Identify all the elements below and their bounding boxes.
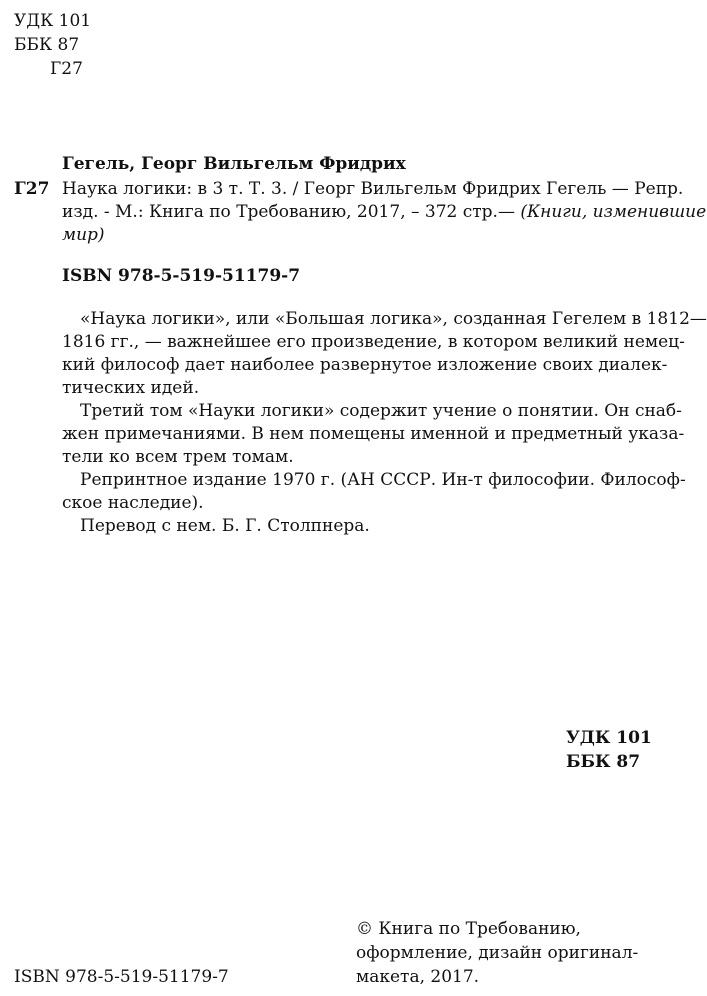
- annotation-line: Третий том «Науки логики» содержит учение о понятии. Он снаб-: [80, 401, 682, 421]
- author-sign-mark: Г27: [14, 179, 50, 199]
- entry-line-2: [62, 201, 706, 223]
- copyright-line: макета, 2017.: [356, 967, 480, 987]
- annotation-line: кий философ дает наиболее развернутое изложение своих диалек-: [62, 355, 668, 375]
- isbn-bottom: ISBN 978-5-519-51179-7: [14, 967, 229, 987]
- bbk-code-bottom: ББК 87: [566, 752, 641, 772]
- annotation-line: жен примечаниями. В нем помещены именной и предметный указа-: [62, 424, 685, 444]
- bbk-code-top: ББК 87: [14, 35, 80, 55]
- series-title-part-1: (Книги, изменившие: [520, 202, 707, 222]
- udk-code-top: УДК 101: [14, 11, 92, 31]
- entry-line-1: Наука логики: в 3 т. Т. 3. / Георг Вильгельм Фридрих Гегель — Репр.: [62, 179, 684, 199]
- annotation-line: 1816 гг., — важнейшее его произведение, в котором великий немец-: [62, 332, 685, 352]
- annotation-line: Перевод с нем. Б. Г. Столпнера.: [80, 516, 370, 536]
- series-title-part-2: мир): [62, 225, 105, 245]
- copyright-line: оформление, дизайн оригинал-: [356, 943, 639, 963]
- annotation-line: «Наука логики», или «Большая логика», созданная Гегелем в 1812—: [80, 309, 707, 329]
- entry-line-2-plain: изд. - М.: Книга по Требованию, 2017, – 372 стр.—: [62, 202, 515, 222]
- author-sign-top: Г27: [50, 59, 83, 79]
- annotation-line: Репринтное издание 1970 г. (АН СССР. Ин-т философии. Философ-: [80, 470, 686, 490]
- udk-code-bottom: УДК 101: [566, 728, 652, 748]
- copyright-line: © Книга по Требованию,: [356, 919, 581, 939]
- isbn-main: ISBN 978-5-519-51179-7: [62, 266, 301, 286]
- annotation-line: ское наследие).: [62, 493, 204, 513]
- author-heading: Гегель, Георг Вильгельм Фридрих: [62, 154, 406, 174]
- annotation: [62, 308, 707, 538]
- annotation-line: тели ко всем трем томам.: [62, 447, 294, 467]
- annotation-line: тических идей.: [62, 378, 200, 398]
